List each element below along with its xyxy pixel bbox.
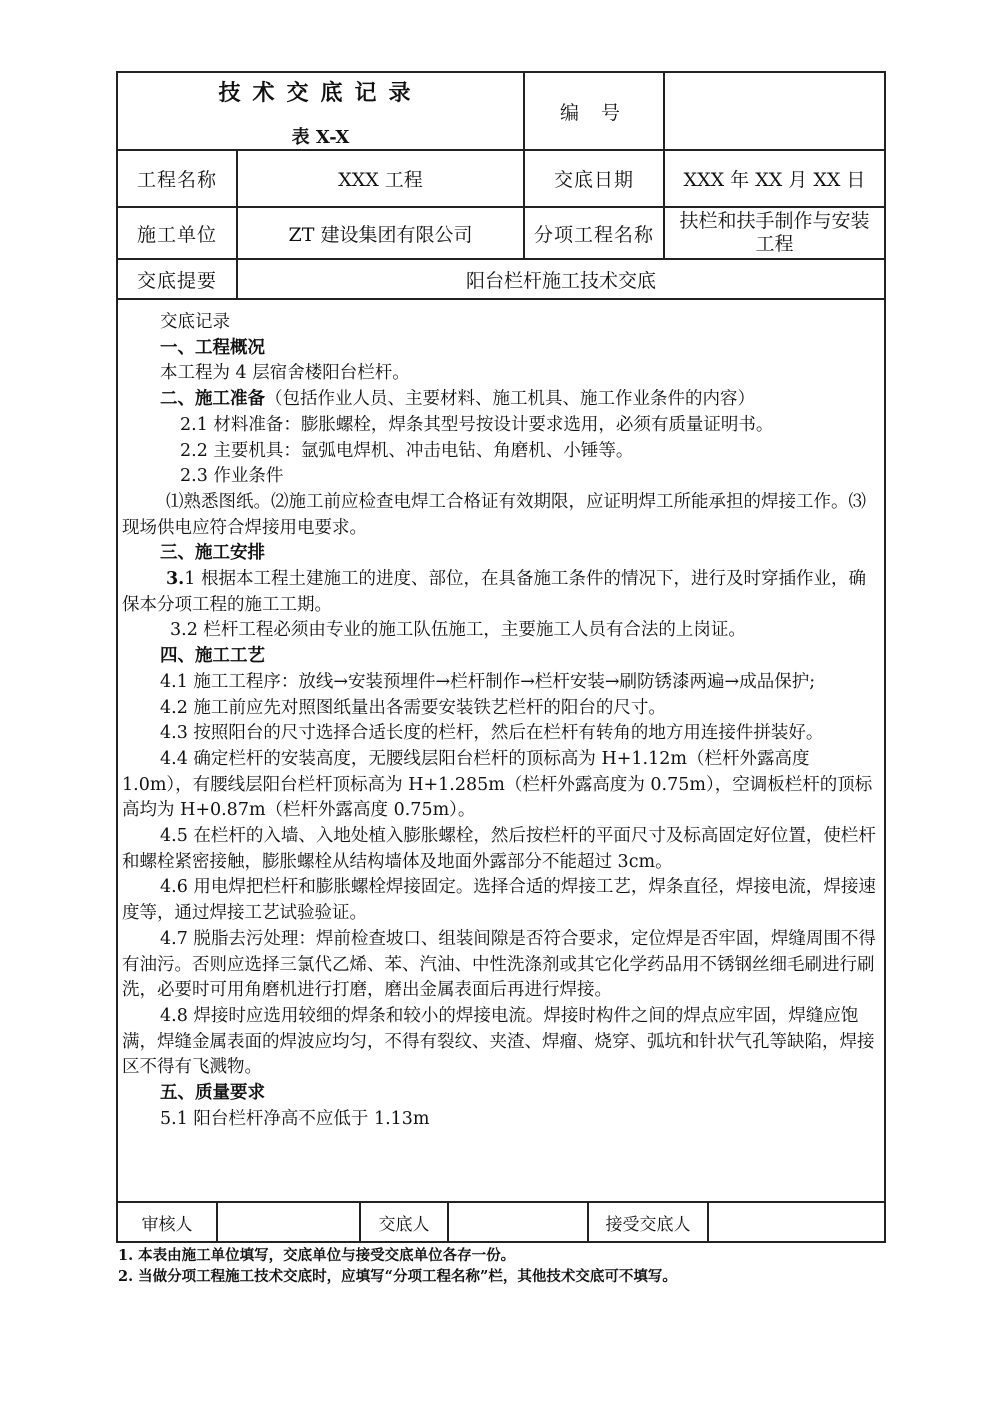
receiver-field[interactable]	[707, 1203, 884, 1243]
discloser-label: 交底人	[359, 1203, 447, 1243]
section-1-title: 一、工程概况	[160, 337, 265, 358]
item-4-4: 4.4 确定栏杆的安装高度，无腰线层阳台栏杆的顶标高为 H+1.12m（栏杆外露高度 1.0m），有腰线层阳台栏杆顶标高为 H+1.285m（栏杆外露高度为 0.75m），空调板栏杆的顶标高均为 H+0.87m（栏杆外露高度 0.75m）。	[122, 748, 873, 821]
item-2-3-text: ⑴熟悉图纸。⑵施工前应检查电焊工合格证有效期限，应证明焊工所能承担的焊接工作。⑶现场供电应符合焊接用电要求。	[122, 491, 866, 538]
unit-row	[116, 208, 886, 260]
header-row	[116, 71, 886, 151]
item-4-7: 4.7 脱脂去污处理：焊前检查坡口、组装间隙是否符合要求，定位焊是否牢固，焊缝周围不得有油污。否则应选择三氯代乙烯、苯、汽油、中性洗涤剂或其它化学药品用不锈钢丝细毛刷进行刷洗，必要时可用角磨机进行打磨，磨出金属表面后再进行焊接。	[122, 928, 876, 1001]
project-name-value[interactable]: XXX 工程	[236, 151, 523, 208]
number-label: 编 号	[523, 73, 663, 151]
date-value[interactable]: XXX 年 XX 月 XX 日	[663, 151, 884, 208]
sub-project-label: 分项工程名称	[523, 208, 663, 260]
item-4-1: 4.1 施工工程序：放线→安装预埋件→栏杆制作→栏杆安装→刷防锈漆两遍→成品保护;	[160, 671, 816, 692]
footnote-2: 2. 当做分项工程施工技术交底时，应填写“分项工程名称”栏，其他技术交底可不填写。	[118, 1268, 677, 1285]
item-5-1: 5.1 阳台栏杆净高不应低于 1.13m	[160, 1108, 430, 1129]
footnote-1: 1. 本表由施工单位填写，交底单位与接受交底单位各存一份。	[118, 1247, 516, 1264]
item-2-3: 2.3 作业条件	[180, 466, 284, 487]
record-row	[116, 300, 886, 1203]
receiver-label: 接受交底人	[587, 1203, 707, 1243]
section-2-line	[122, 387, 882, 413]
item-3-1-number: 3.	[166, 569, 185, 590]
section-2-title: 二、施工准备	[160, 389, 265, 410]
section-1-text: 本工程为 4 层宿舍楼阳台栏杆。	[160, 363, 410, 384]
form-number: 表 X-X	[291, 126, 350, 148]
record-body	[118, 300, 884, 1203]
disclosure-form	[116, 71, 886, 1243]
item-3-1	[122, 567, 882, 618]
section-5-title: 五、质量要求	[160, 1083, 265, 1104]
section-3-title: 三、施工安排	[160, 543, 265, 564]
item-3-1-text: 1 根据本工程土建施工的进度、部位，在具备施工条件的情况下，进行及时穿插作业，确保本分项工程的施工工期。	[122, 569, 866, 615]
reviewer-field[interactable]	[216, 1203, 359, 1243]
construction-unit-value[interactable]: ZT 建设集团有限公司	[236, 208, 523, 260]
discloser-field[interactable]	[447, 1203, 587, 1243]
summary-label: 交底提要	[118, 260, 236, 300]
sub-project-value[interactable]: 扶栏和扶手制作与安装工程	[663, 208, 884, 260]
item-2-1: 2.1 材料准备：膨胀螺栓，焊条其型号按设计要求选用，必须有质量证明书。	[180, 414, 774, 435]
construction-unit-label: 施工单位	[118, 208, 236, 260]
summary-value[interactable]: 阳台栏杆施工技术交底	[236, 260, 884, 300]
record-heading: 交底记录	[160, 312, 230, 332]
project-row	[116, 151, 886, 208]
item-4-6: 4.6 用电焊把栏杆和膨胀螺栓焊接固定。选择合适的焊接工艺，焊条直径，焊接电流，焊接速度等，通过焊接工艺试验验证。	[122, 877, 876, 924]
summary-row	[116, 260, 886, 300]
item-3-2: 3.2 栏杆工程必须由专业的施工队伍施工，主要施工人员有合法的上岗证。	[170, 620, 746, 641]
date-label: 交底日期	[523, 151, 663, 208]
signature-row	[116, 1203, 886, 1243]
section-2-note: （包括作业人员、主要材料、施工机具、施工作业条件的内容）	[265, 389, 755, 410]
section-4-title: 四、施工工艺	[160, 646, 265, 667]
footnotes	[118, 1245, 677, 1287]
project-name-label: 工程名称	[118, 151, 236, 208]
item-2-2: 2.2 主要机具：氩弧电焊机、冲击电钻、角磨机、小锤等。	[180, 440, 634, 461]
number-value[interactable]	[663, 73, 884, 151]
form-title: 技术交底记录	[218, 79, 423, 106]
reviewer-label: 审核人	[118, 1203, 216, 1243]
item-4-3: 4.3 按照阳台的尺寸选择合适长度的栏杆，然后在栏杆有转角的地方用连接件拼装好。	[160, 723, 824, 744]
item-4-8: 4.8 焊接时应选用较细的焊条和较小的焊接电流。焊接时构件之间的焊点应牢固，焊缝应饱满，焊缝金属表面的焊波应均匀，不得有裂纹、夹渣、焊瘤、烧穿、弧坑和针状气孔等缺陷，焊接区不得有飞溅物。	[122, 1005, 875, 1078]
item-4-5: 4.5 在栏杆的入墙、入地处植入膨胀螺栓，然后按栏杆的平面尺寸及标高固定好位置，使栏杆和螺栓紧密接触，膨胀螺栓从结构墙体及地面外露部分不能超过 3cm。	[122, 826, 876, 872]
item-4-2: 4.2 施工前应先对照图纸量出各需要安装铁艺栏杆的阳台的尺寸。	[160, 697, 666, 718]
title-cell	[118, 73, 523, 151]
